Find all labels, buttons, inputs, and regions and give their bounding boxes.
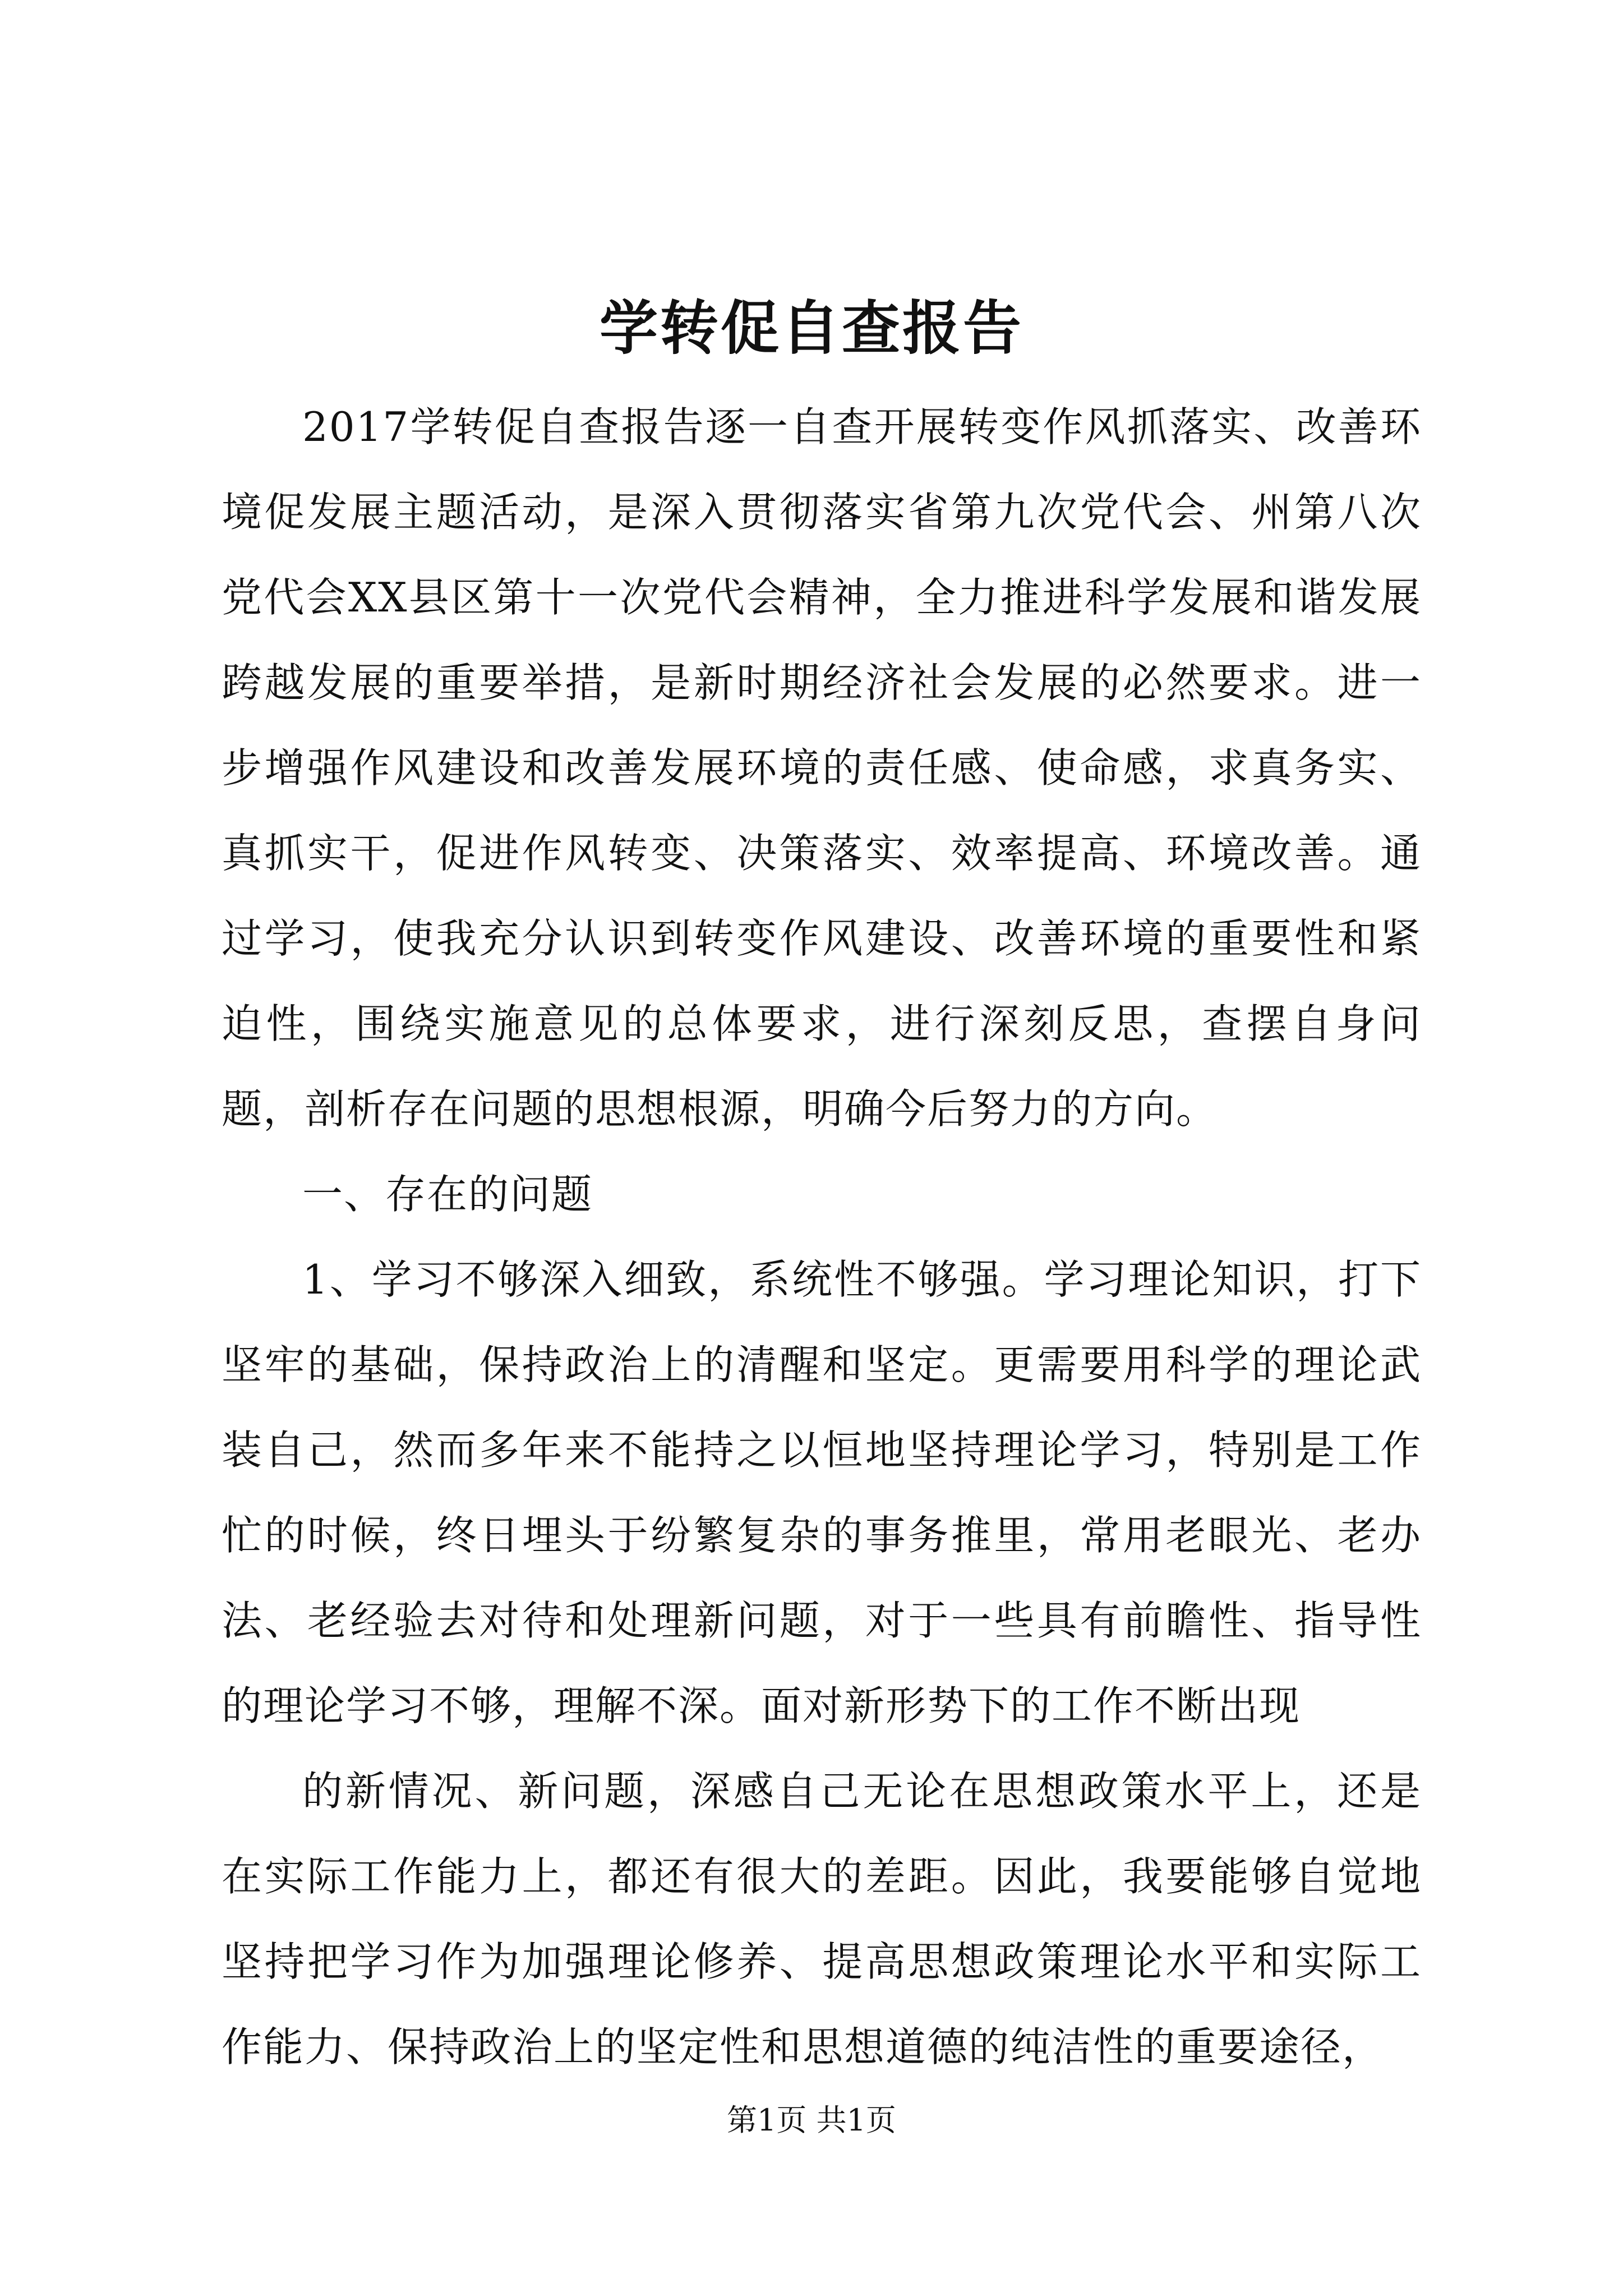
paragraph-continuation: 的新情况、新问题，深感自己无论在思想政策水平上，还是在实际工作能力上，都还有很大的差距。因此，我要能够自觉地坚持把学习作为加强理论修养、提高思想政策理论水平和实际工作能力、保持政治上的坚定性和思想道德的纯洁性的重要途径， — [222, 1768, 1422, 2070]
paragraph-intro: 2017学转促自查报告逐一自查开展转变作风抓落实、改善环境促发展主题活动，是深入贯彻落实省第九次党代会、州第八次党代会XX县区第十一次党代会精神，全力推进科学发展和谐发展跨越发展的重要举措，是新时期经济社会发展的必然要求。进一步增强作风建设和改善发展环境的责任感、使命感，求真务实、真抓实干，促进作风转变、决策落实、效率提高、环境改善。通过学习，使我充分认识到转变作风建设、改善环境的重要性和紧迫性，围绕实施意见的总体要求，进行深刻反思，查摆自身问题，剖析存在问题的思想根源，明确今后努力的方向。 — [222, 403, 1422, 1133]
document-body — [222, 384, 1422, 2090]
page-footer: 第1页 共1页 — [727, 2102, 896, 2138]
section-heading-problems: 一、存在的问题 — [302, 1171, 593, 1218]
page-title: 学转促自查报告 — [599, 293, 1023, 362]
paragraph-problem-1: 1、学习不够深入细致，系统性不够强。学习理论知识，打下坚牢的基础，保持政治上的清醒和坚定。更需要用科学的理论武装自己，然而多年来不能持之以恒地坚持理论学习，特别是工作忙的时候，终日埋头于纷繁复杂的事务推里，常用老眼光、老办法、老经验去对待和处理新问题，对于一些具有前瞻性、指导性的理论学习不够，理解不深。面对新形势下的工作不断出现 — [222, 1256, 1422, 1729]
